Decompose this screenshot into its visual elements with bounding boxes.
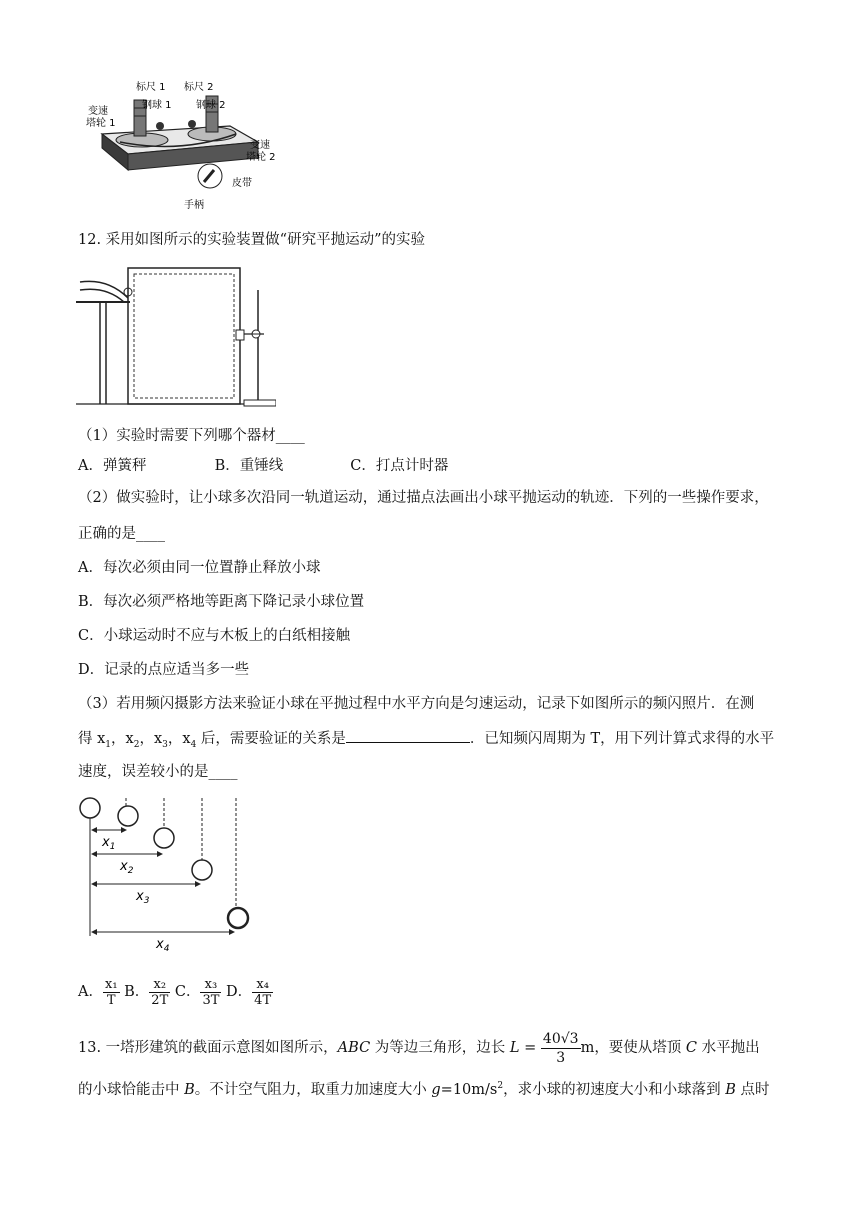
label-wheel-1b: 塔轮 1 xyxy=(86,118,116,129)
label-x4: x xyxy=(156,937,164,952)
q12-part2-option-b[interactable]: B．每次必须严格地等距离下降记录小球位置 xyxy=(78,594,365,610)
q12-part2-line1: （2）做实验时，让小球多次沿同一轨道运动，通过描点法画出小球平抛运动的轨迹．下列的一些操作要求， xyxy=(78,490,769,506)
label-x1: x xyxy=(102,835,110,850)
svg-text:x3: $x_3$ xyxy=(136,889,150,906)
projectile-apparatus-figure xyxy=(76,258,276,410)
label-scale-2: 标尺 2 xyxy=(184,82,214,93)
q12-part2-line2: 正确的是____ xyxy=(78,526,165,542)
centripetal-apparatus-figure xyxy=(80,78,280,214)
label-belt: 皮带 xyxy=(232,178,252,189)
label-handle: 手柄 xyxy=(184,200,204,211)
strobe-photo-figure xyxy=(76,792,276,958)
option-b[interactable]: B．重锤线 xyxy=(214,458,284,474)
label-ball-2: 钢球 2 xyxy=(196,100,226,111)
option-a[interactable]: A．弹簧秤 xyxy=(78,458,147,474)
option-c[interactable]: C．打点计时器 xyxy=(350,458,449,474)
steel-ball-1 xyxy=(156,122,164,130)
stand-base xyxy=(244,400,276,406)
ball-3 xyxy=(192,860,212,880)
q13-line2: 的小球恰能击中 B。不计空气阻力，取重力加速度大小 $g=10m/s^2$，求小球的初速度大小和小球落到 B 点时 xyxy=(78,1081,770,1098)
label-x3: x xyxy=(136,889,144,904)
q12-part3-line1: （3）若用频闪摄影方法来验证小球在平抛过程中水平方向是匀速运动，记录下如图所示的频闪照片．在测 xyxy=(78,696,755,712)
svg-text:x4: $x_4$ xyxy=(156,937,170,954)
answer-a[interactable]: A． $\frac{\text{x₁}}{T}$ xyxy=(78,976,118,1008)
q12-part3-line2: 得 $x_1$，$x_2$，$x_3$，$x_4$ 后，需要验证的关系是 ．已知频闪周期为 T，用下列计算式求得的水平 xyxy=(78,728,774,755)
svg-text:x2: $x_2$ xyxy=(120,859,134,876)
q12-part3-line3: 速度，误差较小的是____ xyxy=(78,764,238,780)
label-x2: x xyxy=(120,859,128,874)
q12-part2-option-c[interactable]: C．小球运动时不应与木板上的白纸相接触 xyxy=(78,628,351,644)
q12-part2-option-d[interactable]: D．记录的点应适当多一些 xyxy=(78,662,250,678)
ball-1 xyxy=(118,806,138,826)
answer-blank[interactable] xyxy=(346,728,470,743)
paper xyxy=(134,274,234,398)
label-wheel-2a: 变速 xyxy=(250,140,270,151)
q12-part1: （1）实验时需要下列哪个器材____ xyxy=(78,428,305,444)
side-length-fraction: $\frac{40√3}{3}$ xyxy=(542,1030,579,1066)
ball-0 xyxy=(80,798,100,818)
answer-c[interactable]: C． $\frac{\text{x₃}}{3T}$ xyxy=(174,976,220,1008)
ball-2 xyxy=(154,828,174,848)
clamp xyxy=(236,330,244,340)
ball-4 xyxy=(228,908,248,928)
label-wheel-1a: 变速 xyxy=(88,106,108,117)
label-ball-1: 钢球 1 xyxy=(142,100,172,111)
board xyxy=(128,268,240,404)
label-wheel-2b: 塔轮 2 xyxy=(246,152,276,163)
answer-b[interactable]: B． $\frac{\text{x₂}}{2T}$ xyxy=(124,976,169,1008)
answer-d[interactable]: D． $\frac{\text{x₄}}{4T}$ xyxy=(226,976,272,1008)
q12-part3-options xyxy=(78,974,273,1010)
steel-ball-2 xyxy=(188,120,196,128)
svg-text:x1: $x_1$ xyxy=(102,835,116,852)
label-scale-1: 标尺 1 xyxy=(136,82,166,93)
q13-line1: 13. 一塔形建筑的截面示意图如图所示，ABC 为等边三角形，边长 L = $\frac{40√3}{3}$ m，要使从塔顶 C 水平抛出 xyxy=(78,1030,760,1066)
q12-part2-option-a[interactable]: A．每次必须由同一位置静止释放小球 xyxy=(78,560,321,576)
q12-part1-options xyxy=(78,456,448,476)
q12-title: 12. 采用如图所示的实验装置做“研究平抛运动”的实验 xyxy=(78,232,425,248)
